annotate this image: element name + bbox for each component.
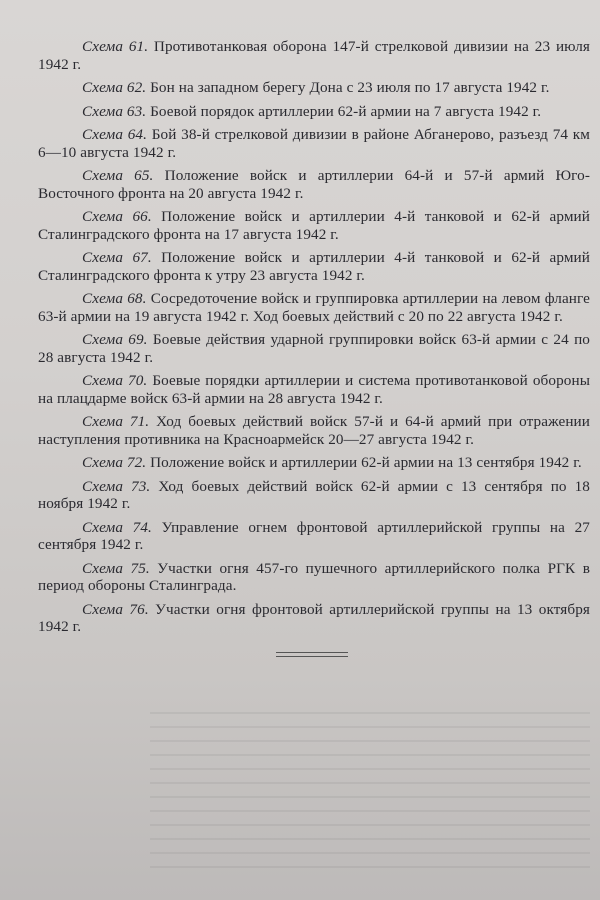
scheme-text: Положение войск и артиллерии 64-й и 57-й армий Юго-Восточного фронта на 20 августа 1942 г.: [38, 167, 590, 202]
scheme-text: Сосредоточение войск и группировка артиллерии на левом фланге 63-й армии на 19 августа 1942 г. Ход боевых действий с 20 по 22 августа 1942 г.: [38, 290, 591, 325]
bleed-through-text: [150, 700, 590, 880]
end-divider: [276, 652, 348, 657]
scheme-text: Положение войск и артиллерии 62-й армии на 13 сентября 1942 г.: [150, 454, 582, 471]
scheme-text: Ход боевых действий войск 62-й армии с 13 сентября по 18 ноября 1942 г.: [38, 477, 590, 512]
scheme-label: Схема 67.: [82, 249, 152, 266]
scheme-list: [38, 38, 590, 642]
scheme-text: Противотанковая оборона 147-й стрелковой дивизии на 23 июля 1942 г.: [38, 38, 591, 73]
list-item: [38, 290, 590, 325]
scheme-label: Схема 70.: [82, 372, 148, 389]
list-item: [38, 126, 590, 161]
list-item: [38, 478, 590, 513]
scheme-label: Схема 68.: [82, 290, 147, 307]
list-item: [38, 519, 590, 554]
scheme-label: Схема 64.: [82, 126, 148, 143]
list-item: [38, 208, 590, 243]
scheme-label: Схема 63.: [82, 102, 147, 120]
scheme-text: Боевые порядки артиллерии и система противотанковой обороны на плацдарме войск 63-й армии на 28 августа 1942 г.: [38, 372, 590, 407]
scheme-text: Положение войск и артиллерии 4-й танковой и 62-й армий Сталинградского фронта к утру 23 августа 1942 г.: [38, 249, 590, 284]
scheme-text: Участки огня фронтовой артиллерийской группы на 13 октября 1942 г.: [38, 600, 590, 635]
scheme-label: Схема 76.: [82, 600, 149, 618]
list-item: [38, 103, 590, 121]
list-item: [38, 249, 590, 284]
scheme-label: Схема 61.: [82, 38, 149, 55]
scheme-label: Схема 65.: [82, 167, 154, 184]
scheme-text: Положение войск и артиллерии 4-й танковой и 62-й армий Сталинградского фронта на 17 августа 1942 г.: [38, 208, 590, 243]
scheme-label: Схема 71.: [82, 413, 150, 430]
scheme-label: Схема 66.: [82, 208, 152, 225]
list-item: [38, 560, 590, 595]
scheme-label: Схема 73.: [82, 477, 151, 495]
scheme-text: Ход боевых действий войск 57-й и 64-й армий при отражении наступления противника на Красноармейск 20—27 августа 1942 г.: [38, 413, 591, 448]
scheme-text: Боевой порядок артиллерии 62-й армии на 7 августа 1942 г.: [150, 102, 542, 120]
list-item: [38, 167, 590, 202]
scheme-text: Управление огнем фронтовой артиллерийской группы на 27 сентября 1942 г.: [38, 518, 590, 553]
list-item: [38, 372, 590, 407]
list-item: [38, 79, 590, 97]
list-item: [38, 331, 590, 366]
list-item: [38, 413, 590, 448]
scheme-label: Схема 62.: [82, 79, 147, 96]
list-item: [38, 454, 590, 472]
scheme-text: Бон на западном берегу Дона с 23 июля по 17 августа 1942 г.: [150, 79, 550, 96]
scheme-label: Схема 75.: [82, 559, 150, 577]
scheme-text: Участки огня 457-го пушечного артиллерийского полка РГК в период обороны Сталинграда.: [38, 559, 590, 594]
scheme-text: Боевые действия ударной группировки войск 63-й армии с 24 по 28 августа 1942 г.: [38, 331, 591, 366]
scheme-text: Бой 38-й стрелковой дивизии в районе Абганерово, разъезд 74 км 6—10 августа 1942 г.: [38, 126, 590, 161]
scheme-label: Схема 74.: [82, 518, 152, 536]
scheme-label: Схема 72.: [82, 454, 147, 471]
list-item: [38, 601, 590, 636]
list-item: [38, 38, 590, 73]
scheme-label: Схема 69.: [82, 331, 148, 348]
